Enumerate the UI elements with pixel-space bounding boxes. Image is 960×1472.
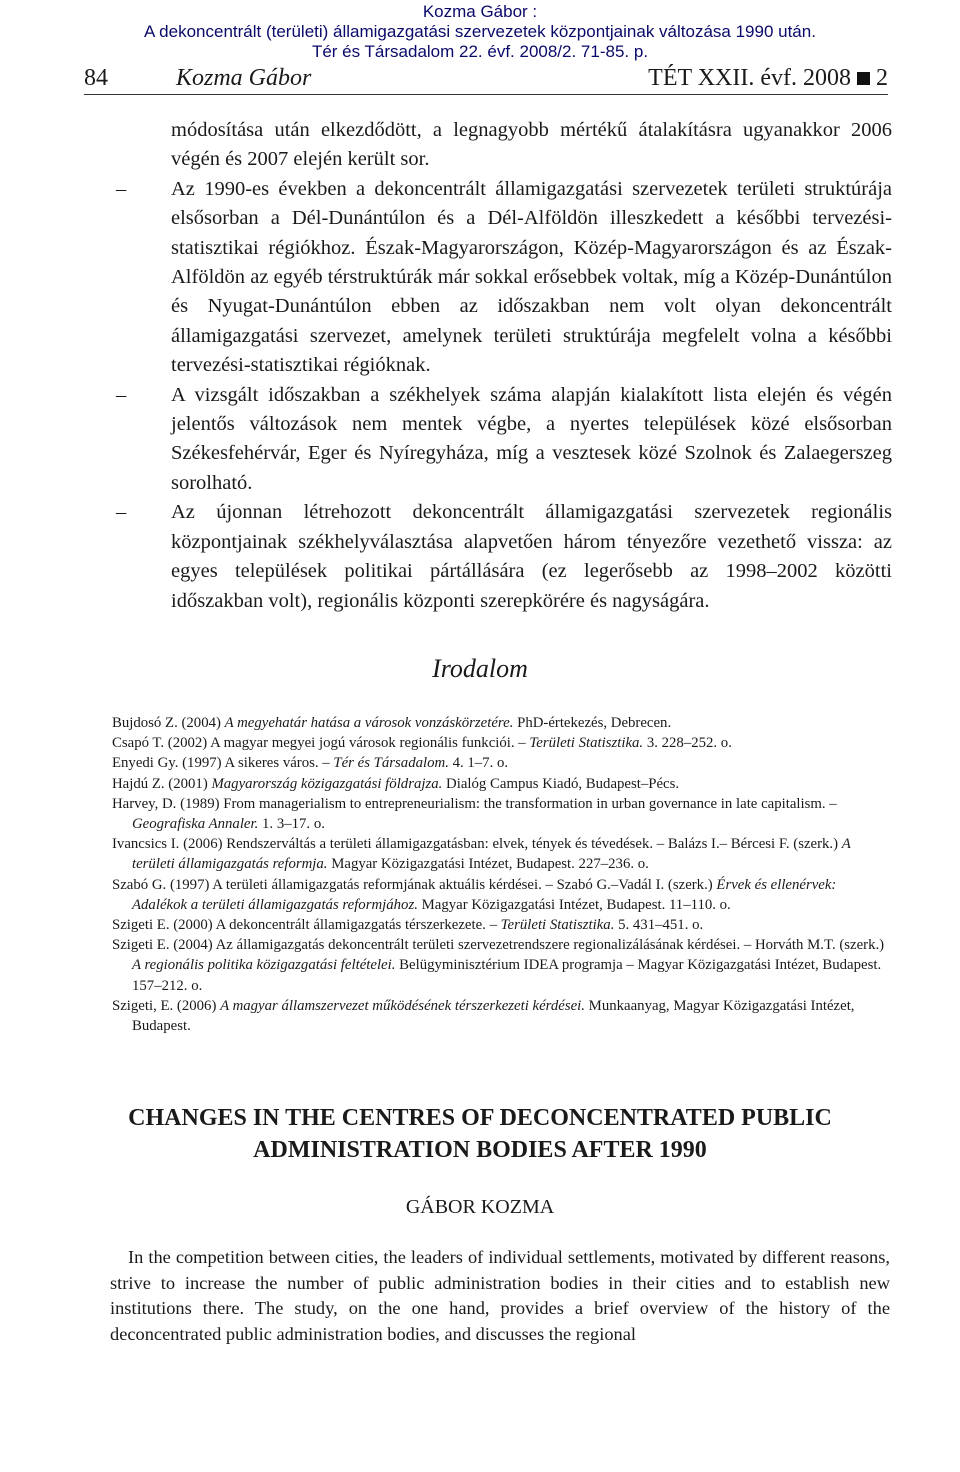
square-bullet-icon: [857, 72, 870, 85]
reference-text: Szigeti E. (2004) Az államigazgatás dekoncentrált területi szervezetrendszere regionalizálásának kérdései. – Horváth M.T. (szerk.): [112, 937, 885, 954]
reference-list: [112, 713, 892, 1036]
reference-text: Enyedi Gy. (1997) A sikeres város. –: [112, 755, 334, 772]
reference-entry: [112, 733, 892, 753]
dash-bullet: –: [116, 501, 127, 524]
reference-text: Dialóg Campus Kiadó, Budapest–Pécs.: [442, 775, 680, 792]
english-title: [0, 1102, 960, 1166]
list-item-text: Az újonnan létrehozott dekoncentrált államigazgatási szervezetek regionális központjainak székhelyválasztása alapvetően három tényezőre vezethető vissza: az egyes települések politikai pártállására (ez legerősebb az 1998–2002 közötti időszakban volt), regionális központi szerepkörére és nagyságára.: [171, 501, 892, 612]
reference-text: Belügyminisztérium IDEA programja – Magyar Közigazgatási Intézet, Budapest. 157–212. o.: [132, 957, 882, 994]
reference-entry: [112, 875, 892, 915]
body-text: [116, 116, 892, 616]
list-item-text: A vizsgált időszakban a székhelyek száma alapján kialakított lista elején és végén jelentős változások nem mentek végbe, a nyertes települések közé elsősorban Székesfehérvár, Eger és Nyíregyháza, míg a vesztesek közé Szolnok és Zalaegerszeg sorolható.: [171, 383, 892, 494]
reference-text: 1. 3–17. o.: [258, 816, 325, 833]
dash-bullet: –: [116, 177, 127, 200]
source-citation-title: A dekoncentrált (területi) államigazgatási szervezetek központjainak változása 1990 után.: [144, 22, 816, 41]
reference-title: Területi Statisztika.: [529, 735, 644, 752]
reference-text: Csapó T. (2002) A magyar megyei jogú városok regionális funkciói. –: [112, 735, 530, 752]
reference-entry: [112, 996, 892, 1036]
reference-text: Hajdú Z. (2001): [112, 775, 212, 792]
list-item: [116, 381, 892, 499]
reference-title: Érvek és ellenérvek: Adalékok a területi államigazgatás reformjához.: [132, 876, 837, 913]
reference-title: Magyarország közigazgatási földrajza.: [211, 775, 443, 792]
reference-entry: [112, 935, 892, 996]
reference-text: PhD-értekezés, Debrecen.: [513, 715, 672, 731]
reference-text: Magyar Közigazgatási Intézet, Budapest. 11–110. o.: [417, 896, 731, 913]
page-number: 84: [84, 65, 108, 91]
running-header: [84, 63, 888, 93]
reference-text: Munkaanyag, Magyar Közigazgatási Intézet, Budapest.: [132, 997, 855, 1035]
list-item-text: Az 1990-es években a dekoncentrált államigazgatási szervezetek területi struktúrája elsősorban a Dél-Dunántúlon és a Dél-Alföldön illeszkedett a későbbi tervezési-statisztikai régiókhoz. Észak-Magyarországon, Közép-Magyarországon és az Észak-Alföldön az egyéb térstruktúrák már sokkal erősebbek voltak, míg a Közép-Dunántúlon és Nyugat-Dunántúlon ebben az időszakban nem volt olyan dekoncentrált államigazgatási szervezet, amelynek területi struktúrája megfelelt volna a későbbi tervezési-statisztikai régióknak.: [171, 177, 892, 377]
reference-text: Ivancsics I. (2006) Rendszerváltás a területi államigazgatásban: elvek, tények és tévedések. – Balázs I.– Bércesi F. (szerk.): [112, 836, 842, 853]
reference-title: Területi Statisztika.: [500, 917, 615, 934]
reference-text: 3. 228–252. o.: [643, 735, 732, 752]
running-header-journal: [648, 63, 888, 93]
running-header-author: Kozma Gábor: [176, 65, 312, 91]
lead-paragraph: módosítása után elkezdődött, a legnagyobb mértékű átalakításra ugyanakkor 2006 végén és 2007 elején került sor.: [171, 119, 892, 171]
source-citation-journal: Tér és Társadalom 22. évf. 2008/2. 71-85. p.: [311, 42, 649, 61]
reference-entry: [112, 794, 892, 834]
reference-entry: [112, 915, 892, 935]
reference-title: A magyar államszervezet működésének térszerkezeti kérdései.: [220, 997, 585, 1014]
reference-text: 5. 431–451. o.: [614, 917, 704, 934]
english-title-line: ADMINISTRATION BODIES AFTER 1990: [253, 1137, 707, 1163]
list-item: [116, 498, 892, 616]
journal-volume: TÉT XXII. évf. 2008: [648, 65, 851, 91]
reference-text: Harvey, D. (1989) From managerialism to entrepreneurialism: the transformation in urban governance in late capitalism. –: [112, 795, 837, 812]
journal-issue: 2: [876, 65, 888, 91]
reference-title: A megyehatár hatása a városok vonzáskörzetére.: [224, 715, 514, 731]
reference-text: Szigeti, E. (2006): [112, 997, 221, 1014]
reference-text: Szigeti E. (2000) A dekoncentrált államigazgatás térszerkezete. –: [112, 917, 501, 934]
english-abstract: In the competition between cities, the leaders of individual settlements, motivated by different reasons, strive to increase the number of public administration bodies in their cities and to establish new institutions there. The study, on the one hand, provides a brief overview of the history of the deconcentrated public administration bodies, and discusses the regional: [110, 1247, 890, 1344]
dash-bullet: –: [116, 383, 127, 406]
reference-text: 4. 1–7. o.: [448, 755, 509, 772]
reference-text: Szabó G. (1997) A területi államigazgatás reformjának aktuális kérdései. – Szabó G.–Vadál I. (szerk.): [112, 876, 717, 893]
english-title-line: CHANGES IN THE CENTRES OF DECONCENTRATED PUBLIC: [128, 1105, 832, 1131]
reference-text: Magyar Közigazgatási Intézet, Budapest. 227–236. o.: [327, 856, 649, 873]
reference-entry: [112, 834, 892, 874]
header-rule: [84, 94, 888, 95]
reference-entry: [112, 713, 892, 733]
reference-entry: [112, 774, 892, 794]
reference-text: Bujdosó Z. (2004): [112, 715, 225, 731]
reference-title: A regionális politika közigazgatási feltételei.: [132, 957, 396, 974]
reference-title: A területi államigazgatás reformja.: [132, 836, 851, 873]
reference-title: Tér és Társadalom.: [333, 755, 449, 772]
reference-title: Geografiska Annaler.: [132, 816, 259, 833]
reference-entry: [112, 753, 892, 773]
list-item: [116, 175, 892, 381]
source-citation-author: Kozma Gábor :: [422, 2, 538, 21]
references-heading: Irodalom: [432, 654, 528, 683]
english-author: GÁBOR KOZMA: [405, 1196, 555, 1218]
